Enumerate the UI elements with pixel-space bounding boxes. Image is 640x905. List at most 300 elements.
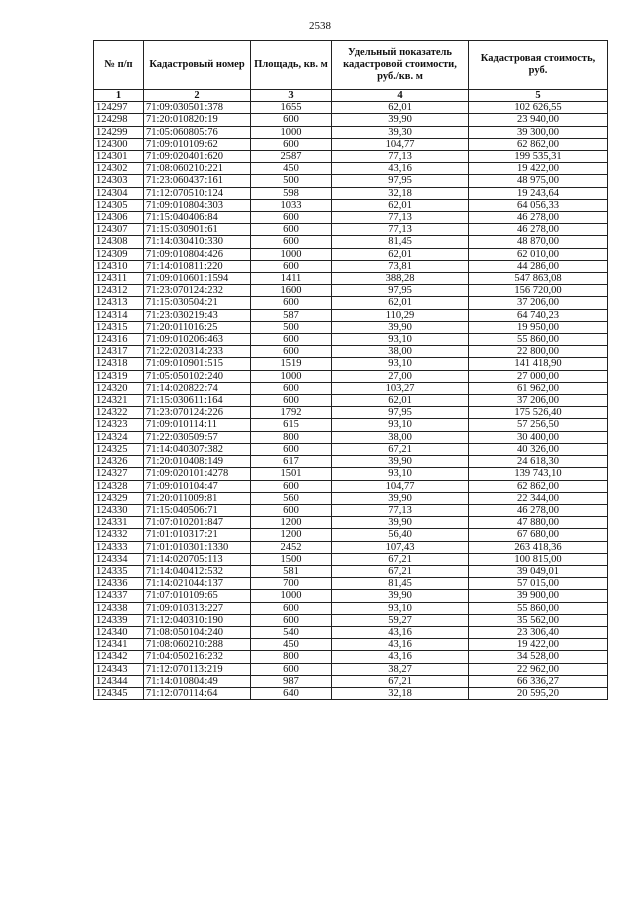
table-row: [94, 614, 608, 626]
area-cell: 600: [251, 297, 332, 309]
table-row: [94, 480, 608, 492]
cadastral-number-cell: 71:23:060437:161: [144, 175, 251, 187]
row-number-cell: 124318: [94, 358, 144, 370]
cadastral-value-cell: 100 815,00: [469, 553, 608, 565]
area-cell: 600: [251, 114, 332, 126]
cadastral-value-cell: 19 422,00: [469, 163, 608, 175]
specific-value-cell: 38,27: [332, 663, 469, 675]
table-row: [94, 321, 608, 333]
cadastral-value-cell: 39 900,00: [469, 590, 608, 602]
cadastral-value-cell: 37 206,00: [469, 297, 608, 309]
column-number: 3: [251, 90, 332, 102]
cadastral-number-cell: 71:22:020314:233: [144, 346, 251, 358]
table-row: [94, 187, 608, 199]
area-cell: 600: [251, 382, 332, 394]
row-number-cell: 124326: [94, 456, 144, 468]
specific-value-cell: 67,21: [332, 443, 469, 455]
cadastral-value-cell: 46 278,00: [469, 212, 608, 224]
table-row: [94, 517, 608, 529]
area-cell: 987: [251, 675, 332, 687]
header-cadastral-number: Кадастровый номер: [144, 41, 251, 90]
table-row: [94, 529, 608, 541]
specific-value-cell: 59,27: [332, 614, 469, 626]
row-number-cell: 124335: [94, 565, 144, 577]
area-cell: 600: [251, 614, 332, 626]
row-number-cell: 124300: [94, 138, 144, 150]
area-cell: 581: [251, 565, 332, 577]
column-number: 1: [94, 90, 144, 102]
table-row: [94, 663, 608, 675]
row-number-cell: 124316: [94, 334, 144, 346]
cadastral-number-cell: 71:12:070510:124: [144, 187, 251, 199]
specific-value-cell: 43,16: [332, 639, 469, 651]
cadastral-number-cell: 71:09:020401:620: [144, 151, 251, 163]
table-row: [94, 260, 608, 272]
row-number-cell: 124305: [94, 199, 144, 211]
cadastral-value-cell: 40 326,00: [469, 443, 608, 455]
specific-value-cell: 39,90: [332, 590, 469, 602]
cadastral-value-cell: 27 000,00: [469, 370, 608, 382]
area-cell: 1600: [251, 285, 332, 297]
row-number-cell: 124328: [94, 480, 144, 492]
cadastral-value-cell: 67 680,00: [469, 529, 608, 541]
cadastral-number-cell: 71:20:011009:81: [144, 492, 251, 504]
specific-value-cell: 104,77: [332, 480, 469, 492]
area-cell: 1200: [251, 517, 332, 529]
area-cell: 1501: [251, 468, 332, 480]
table-row: [94, 382, 608, 394]
header-row: [94, 41, 608, 90]
page-number: 2538: [309, 20, 331, 32]
cadastral-number-cell: 71:07:010201:847: [144, 517, 251, 529]
cadastral-value-cell: 62 862,00: [469, 480, 608, 492]
area-cell: 600: [251, 504, 332, 516]
row-number-cell: 124338: [94, 602, 144, 614]
row-number-cell: 124302: [94, 163, 144, 175]
cadastral-number-cell: 71:01:010301:1330: [144, 541, 251, 553]
area-cell: 2587: [251, 151, 332, 163]
area-cell: 800: [251, 651, 332, 663]
area-cell: 450: [251, 639, 332, 651]
row-number-cell: 124307: [94, 224, 144, 236]
area-cell: 600: [251, 236, 332, 248]
row-number-cell: 124344: [94, 675, 144, 687]
row-number-cell: 124299: [94, 126, 144, 138]
row-number-cell: 124336: [94, 578, 144, 590]
cadastral-value-cell: 46 278,00: [469, 504, 608, 516]
header-row-number: № п/п: [94, 41, 144, 90]
cadastral-value-cell: 199 535,31: [469, 151, 608, 163]
specific-value-cell: 103,27: [332, 382, 469, 394]
specific-value-cell: 107,43: [332, 541, 469, 553]
row-number-cell: 124342: [94, 651, 144, 663]
table-row: [94, 285, 608, 297]
cadastral-value-cell: 102 626,55: [469, 102, 608, 114]
cadastral-value-cell: 20 595,20: [469, 687, 608, 699]
cadastral-value-cell: 62 862,00: [469, 138, 608, 150]
row-number-cell: 124327: [94, 468, 144, 480]
table-row: [94, 468, 608, 480]
specific-value-cell: 77,13: [332, 504, 469, 516]
area-cell: 600: [251, 334, 332, 346]
cadastral-value-cell: 64 056,33: [469, 199, 608, 211]
cadastral-number-cell: 71:12:070113:219: [144, 663, 251, 675]
cadastral-number-cell: 71:14:020822:74: [144, 382, 251, 394]
row-number-cell: 124312: [94, 285, 144, 297]
table-row: [94, 163, 608, 175]
table-body: [94, 102, 608, 700]
specific-value-cell: 39,90: [332, 321, 469, 333]
specific-value-cell: 39,90: [332, 517, 469, 529]
cadastral-value-cell: 22 800,00: [469, 346, 608, 358]
cadastral-value-cell: 547 863,08: [469, 273, 608, 285]
cadastral-value-cell: 39 300,00: [469, 126, 608, 138]
row-number-cell: 124341: [94, 639, 144, 651]
specific-value-cell: 39,90: [332, 492, 469, 504]
row-number-cell: 124315: [94, 321, 144, 333]
cadastral-value-cell: 19 422,00: [469, 639, 608, 651]
cadastral-number-cell: 71:20:010820:19: [144, 114, 251, 126]
header-cadastral-value: Кадастровая стоимость, руб.: [469, 41, 608, 90]
cadastral-number-cell: 71:08:060210:288: [144, 639, 251, 651]
cadastral-value-cell: 24 618,30: [469, 456, 608, 468]
table-row: [94, 553, 608, 565]
specific-value-cell: 93,10: [332, 602, 469, 614]
area-cell: 587: [251, 309, 332, 321]
row-number-cell: 124317: [94, 346, 144, 358]
cadastral-value-cell: 61 962,00: [469, 382, 608, 394]
cadastral-value-cell: 263 418,36: [469, 541, 608, 553]
row-number-cell: 124330: [94, 504, 144, 516]
cadastral-number-cell: 71:09:010206:463: [144, 334, 251, 346]
table-row: [94, 407, 608, 419]
area-cell: 1033: [251, 199, 332, 211]
row-number-cell: 124314: [94, 309, 144, 321]
table-row: [94, 236, 608, 248]
cadastral-number-cell: 71:08:050104:240: [144, 626, 251, 638]
area-cell: 600: [251, 663, 332, 675]
row-number-cell: 124304: [94, 187, 144, 199]
specific-value-cell: 43,16: [332, 163, 469, 175]
area-cell: 600: [251, 443, 332, 455]
cadastral-number-cell: 71:15:030504:21: [144, 297, 251, 309]
table-row: [94, 565, 608, 577]
table-row: [94, 651, 608, 663]
cadastral-value-cell: 23 940,00: [469, 114, 608, 126]
cadastral-value-table: [93, 40, 608, 700]
table-row: [94, 346, 608, 358]
specific-value-cell: 93,10: [332, 419, 469, 431]
cadastral-number-cell: 71:14:010811:220: [144, 260, 251, 272]
cadastral-number-cell: 71:14:040307:382: [144, 443, 251, 455]
cadastral-number-cell: 71:15:040506:71: [144, 504, 251, 516]
row-number-cell: 124303: [94, 175, 144, 187]
area-cell: 450: [251, 163, 332, 175]
cadastral-value-cell: 48 975,00: [469, 175, 608, 187]
row-number-cell: 124320: [94, 382, 144, 394]
cadastral-value-cell: 22 962,00: [469, 663, 608, 675]
area-cell: 1500: [251, 553, 332, 565]
specific-value-cell: 27,00: [332, 370, 469, 382]
column-number-row: [94, 90, 608, 102]
table-row: [94, 224, 608, 236]
cadastral-number-cell: 71:09:010804:303: [144, 199, 251, 211]
cadastral-number-cell: 71:20:011016:25: [144, 321, 251, 333]
table-row: [94, 248, 608, 260]
specific-value-cell: 81,45: [332, 236, 469, 248]
specific-value-cell: 43,16: [332, 626, 469, 638]
specific-value-cell: 77,13: [332, 151, 469, 163]
table-row: [94, 578, 608, 590]
specific-value-cell: 62,01: [332, 395, 469, 407]
table-row: [94, 297, 608, 309]
area-cell: 600: [251, 212, 332, 224]
area-cell: 500: [251, 321, 332, 333]
column-number: 5: [469, 90, 608, 102]
row-number-cell: 124311: [94, 273, 144, 285]
specific-value-cell: 38,00: [332, 431, 469, 443]
cadastral-value-cell: 66 336,27: [469, 675, 608, 687]
specific-value-cell: 93,10: [332, 334, 469, 346]
row-number-cell: 124345: [94, 687, 144, 699]
cadastral-value-cell: 62 010,00: [469, 248, 608, 260]
specific-value-cell: 104,77: [332, 138, 469, 150]
cadastral-value-cell: 19 243,64: [469, 187, 608, 199]
row-number-cell: 124301: [94, 151, 144, 163]
area-cell: 1000: [251, 126, 332, 138]
specific-value-cell: 110,29: [332, 309, 469, 321]
area-cell: 600: [251, 260, 332, 272]
table-row: [94, 456, 608, 468]
specific-value-cell: 39,30: [332, 126, 469, 138]
area-cell: 600: [251, 395, 332, 407]
row-number-cell: 124313: [94, 297, 144, 309]
cadastral-number-cell: 71:15:030901:61: [144, 224, 251, 236]
cadastral-number-cell: 71:04:050216:232: [144, 651, 251, 663]
cadastral-number-cell: 71:09:020101:4278: [144, 468, 251, 480]
specific-value-cell: 62,01: [332, 199, 469, 211]
specific-value-cell: 97,95: [332, 175, 469, 187]
header-specific-value: Удельный показатель кадастровой стоимости, руб./кв. м: [332, 41, 469, 90]
area-cell: 1000: [251, 248, 332, 260]
area-cell: 2452: [251, 541, 332, 553]
cadastral-value-cell: 44 286,00: [469, 260, 608, 272]
cadastral-number-cell: 71:09:010104:47: [144, 480, 251, 492]
cadastral-number-cell: 71:05:060805:76: [144, 126, 251, 138]
cadastral-value-cell: 34 528,00: [469, 651, 608, 663]
table-row: [94, 419, 608, 431]
cadastral-number-cell: 71:12:070114:64: [144, 687, 251, 699]
row-number-cell: 124329: [94, 492, 144, 504]
row-number-cell: 124343: [94, 663, 144, 675]
area-cell: 1000: [251, 370, 332, 382]
row-number-cell: 124306: [94, 212, 144, 224]
specific-value-cell: 39,90: [332, 114, 469, 126]
table-row: [94, 443, 608, 455]
row-number-cell: 124298: [94, 114, 144, 126]
table-row: [94, 590, 608, 602]
table-row: [94, 431, 608, 443]
cadastral-number-cell: 71:23:030219:43: [144, 309, 251, 321]
area-cell: 615: [251, 419, 332, 431]
table-row: [94, 126, 608, 138]
table-row: [94, 541, 608, 553]
cadastral-number-cell: 71:09:010114:11: [144, 419, 251, 431]
table-row: [94, 138, 608, 150]
table-row: [94, 602, 608, 614]
cadastral-number-cell: 71:15:040406:84: [144, 212, 251, 224]
specific-value-cell: 43,16: [332, 651, 469, 663]
area-cell: 600: [251, 346, 332, 358]
cadastral-number-cell: 71:08:060210:221: [144, 163, 251, 175]
row-number-cell: 124323: [94, 419, 144, 431]
area-cell: 1200: [251, 529, 332, 541]
area-cell: 1000: [251, 590, 332, 602]
cadastral-value-cell: 156 720,00: [469, 285, 608, 297]
specific-value-cell: 97,95: [332, 407, 469, 419]
cadastral-value-cell: 64 740,23: [469, 309, 608, 321]
table-row: [94, 309, 608, 321]
cadastral-number-cell: 71:14:030410:330: [144, 236, 251, 248]
area-cell: 800: [251, 431, 332, 443]
specific-value-cell: 77,13: [332, 224, 469, 236]
specific-value-cell: 67,21: [332, 553, 469, 565]
table-row: [94, 175, 608, 187]
cadastral-number-cell: 71:09:010804:426: [144, 248, 251, 260]
area-cell: 1655: [251, 102, 332, 114]
row-number-cell: 124322: [94, 407, 144, 419]
cadastral-number-cell: 71:23:070124:226: [144, 407, 251, 419]
cadastral-value-cell: 47 880,00: [469, 517, 608, 529]
specific-value-cell: 39,90: [332, 456, 469, 468]
area-cell: 600: [251, 224, 332, 236]
specific-value-cell: 32,18: [332, 687, 469, 699]
table-row: [94, 675, 608, 687]
specific-value-cell: 62,01: [332, 297, 469, 309]
specific-value-cell: 32,18: [332, 187, 469, 199]
table-row: [94, 492, 608, 504]
row-number-cell: 124332: [94, 529, 144, 541]
table-row: [94, 687, 608, 699]
cadastral-number-cell: 71:22:030509:57: [144, 431, 251, 443]
header-area: Площадь, кв. м: [251, 41, 332, 90]
row-number-cell: 124331: [94, 517, 144, 529]
cadastral-number-cell: 71:07:010109:65: [144, 590, 251, 602]
specific-value-cell: 81,45: [332, 578, 469, 590]
area-cell: 1519: [251, 358, 332, 370]
area-cell: 600: [251, 138, 332, 150]
cadastral-value-cell: 23 306,40: [469, 626, 608, 638]
cadastral-value-cell: 30 400,00: [469, 431, 608, 443]
column-number: 2: [144, 90, 251, 102]
cadastral-value-cell: 141 418,90: [469, 358, 608, 370]
row-number-cell: 124337: [94, 590, 144, 602]
specific-value-cell: 56,40: [332, 529, 469, 541]
row-number-cell: 124297: [94, 102, 144, 114]
cadastral-value-cell: 48 870,00: [469, 236, 608, 248]
cadastral-number-cell: 71:14:010804:49: [144, 675, 251, 687]
cadastral-number-cell: 71:05:050102:240: [144, 370, 251, 382]
cadastral-number-cell: 71:09:010109:62: [144, 138, 251, 150]
cadastral-value-cell: 39 049,01: [469, 565, 608, 577]
cadastral-value-cell: 175 526,40: [469, 407, 608, 419]
row-number-cell: 124324: [94, 431, 144, 443]
specific-value-cell: 67,21: [332, 675, 469, 687]
table-row: [94, 504, 608, 516]
row-number-cell: 124325: [94, 443, 144, 455]
table-row: [94, 370, 608, 382]
table-row: [94, 151, 608, 163]
table-row: [94, 639, 608, 651]
table-row: [94, 102, 608, 114]
cadastral-number-cell: 71:09:030501:378: [144, 102, 251, 114]
row-number-cell: 124308: [94, 236, 144, 248]
cadastral-number-cell: 71:09:010901:515: [144, 358, 251, 370]
area-cell: 1792: [251, 407, 332, 419]
cadastral-value-cell: 22 344,00: [469, 492, 608, 504]
area-cell: 560: [251, 492, 332, 504]
cadastral-number-cell: 71:01:010317:21: [144, 529, 251, 541]
column-number: 4: [332, 90, 469, 102]
area-cell: 500: [251, 175, 332, 187]
table-row: [94, 212, 608, 224]
cadastral-value-cell: 46 278,00: [469, 224, 608, 236]
specific-value-cell: 93,10: [332, 358, 469, 370]
area-cell: 598: [251, 187, 332, 199]
area-cell: 540: [251, 626, 332, 638]
row-number-cell: 124309: [94, 248, 144, 260]
table-row: [94, 334, 608, 346]
specific-value-cell: 67,21: [332, 565, 469, 577]
area-cell: 700: [251, 578, 332, 590]
row-number-cell: 124334: [94, 553, 144, 565]
area-cell: 617: [251, 456, 332, 468]
cadastral-value-cell: 19 950,00: [469, 321, 608, 333]
area-cell: 640: [251, 687, 332, 699]
cadastral-number-cell: 71:20:010408:149: [144, 456, 251, 468]
specific-value-cell: 388,28: [332, 273, 469, 285]
table-row: [94, 626, 608, 638]
row-number-cell: 124321: [94, 395, 144, 407]
area-cell: 600: [251, 602, 332, 614]
cadastral-value-cell: 55 860,00: [469, 602, 608, 614]
row-number-cell: 124319: [94, 370, 144, 382]
cadastral-value-cell: 139 743,10: [469, 468, 608, 480]
table-row: [94, 114, 608, 126]
table-row: [94, 273, 608, 285]
cadastral-number-cell: 71:23:070124:232: [144, 285, 251, 297]
cadastral-number-cell: 71:14:040412:532: [144, 565, 251, 577]
cadastral-value-cell: 35 562,00: [469, 614, 608, 626]
cadastral-value-cell: 37 206,00: [469, 395, 608, 407]
specific-value-cell: 62,01: [332, 248, 469, 260]
table-row: [94, 395, 608, 407]
specific-value-cell: 73,81: [332, 260, 469, 272]
cadastral-number-cell: 71:14:021044:137: [144, 578, 251, 590]
area-cell: 1411: [251, 273, 332, 285]
row-number-cell: 124333: [94, 541, 144, 553]
row-number-cell: 124339: [94, 614, 144, 626]
cadastral-number-cell: 71:14:020705:113: [144, 553, 251, 565]
specific-value-cell: 38,00: [332, 346, 469, 358]
cadastral-value-cell: 57 015,00: [469, 578, 608, 590]
specific-value-cell: 97,95: [332, 285, 469, 297]
specific-value-cell: 77,13: [332, 212, 469, 224]
cadastral-number-cell: 71:12:040310:190: [144, 614, 251, 626]
specific-value-cell: 93,10: [332, 468, 469, 480]
specific-value-cell: 62,01: [332, 102, 469, 114]
area-cell: 600: [251, 480, 332, 492]
